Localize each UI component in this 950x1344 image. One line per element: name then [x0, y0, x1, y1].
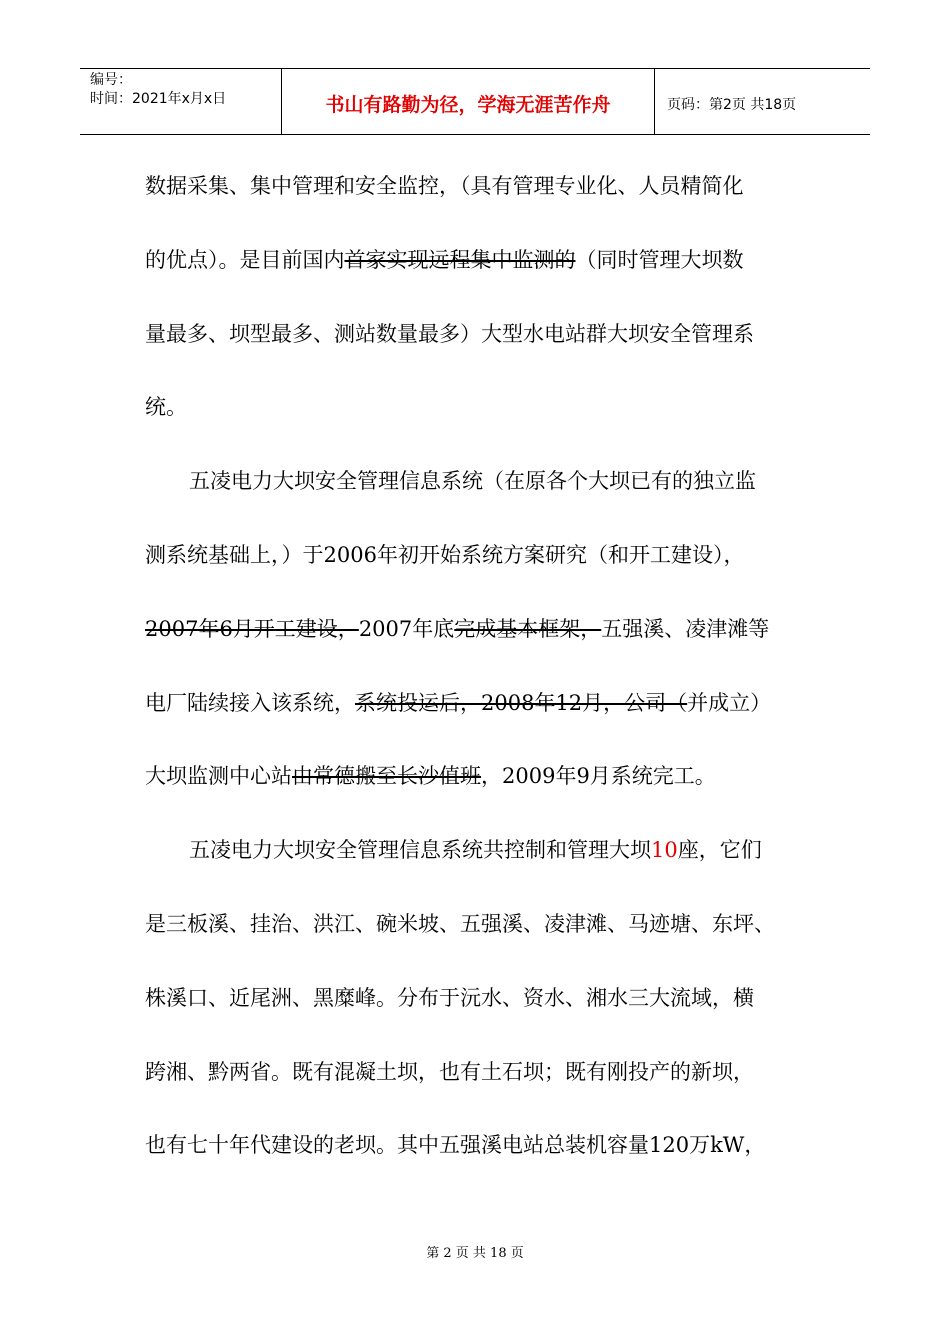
body-line [145, 1036, 835, 1110]
text-segment: 并成立） [687, 690, 772, 715]
deleted-text: 完成基本框架， [454, 616, 602, 641]
text-segment: 座，它们 [677, 838, 762, 863]
text-segment: 大坝监测中心站 [145, 764, 292, 789]
text-segment: （同时管理大坝数 [575, 247, 744, 272]
body-line [145, 224, 835, 298]
text-segment: 数据采集、集中管理和安全监控，（具有管理专业化、人员精简化 [145, 174, 744, 198]
header-motto: 书山有路勤为径，学海无涯苦作舟 [282, 69, 655, 134]
text-segment: 五凌电力大坝安全管理信息系统（在原各个大坝已有的独立监 [189, 469, 756, 494]
document-body [145, 150, 835, 1183]
header-meta [80, 69, 282, 134]
deleted-text: 2007年6月开工建设， [145, 616, 359, 641]
body-line [145, 740, 835, 814]
text-segment: 跨湘、黔两省。既有混凝土坝，也有土石坝；既有刚投产的新坝， [145, 1059, 754, 1084]
body-line [145, 519, 835, 593]
text-segment: 五凌电力大坝安全管理信息系统共控制和管理大坝 [189, 838, 651, 863]
deleted-text: 系统投运后，2008年12月，公司（ [355, 690, 688, 715]
body-line [145, 888, 835, 962]
body-line [145, 667, 835, 741]
text-segment: 也有七十年代建设的老坝。其中五强溪电站总装机容量120万kW， [145, 1133, 766, 1158]
document-number-label: 编号： [90, 72, 132, 88]
body-line [145, 962, 835, 1036]
text-segment: 五强溪、凌津滩等 [601, 616, 770, 641]
text-segment: 测系统基础上，）于2006年初开始系统方案研究（和开工建设）， [145, 542, 745, 567]
deleted-text: 由常德搬至长沙值班 [292, 764, 481, 789]
page-header [80, 68, 870, 135]
header-page-info: 页码：第2页 共18页 [667, 96, 797, 113]
deleted-text: 首家实现远程集中监测的 [344, 247, 576, 272]
text-segment: 株溪口、近尾洲、黑糜峰。分布于沅水、资水、湘水三大流域，横 [145, 985, 754, 1010]
body-line [145, 445, 835, 519]
highlighted-text: 10 [651, 838, 678, 863]
text-segment: 电厂陆续接入该系统， [145, 690, 355, 715]
body-line [145, 150, 835, 224]
text-segment: 的优点）。是目前国内 [145, 247, 345, 272]
text-segment: 2007年底 [358, 616, 455, 641]
page-footer: 第 2 页 共 18 页 [426, 1246, 524, 1261]
text-segment: 量最多、坝型最多、测站数量最多）大型水电站群大坝安全管理系 [145, 321, 754, 346]
body-line [145, 593, 835, 667]
body-line [145, 814, 835, 888]
body-line [145, 1109, 835, 1183]
document-date: 时间：2021年x月x日 [90, 91, 227, 107]
text-segment: 是三板溪、挂治、洪江、碗米坡、五强溪、凌津滩、马迹塘、东坪、 [145, 911, 775, 936]
body-line [145, 371, 835, 445]
text-segment: 统。 [145, 395, 187, 420]
text-segment: ，2009年9月系统完工。 [481, 764, 716, 789]
body-line [145, 298, 835, 372]
